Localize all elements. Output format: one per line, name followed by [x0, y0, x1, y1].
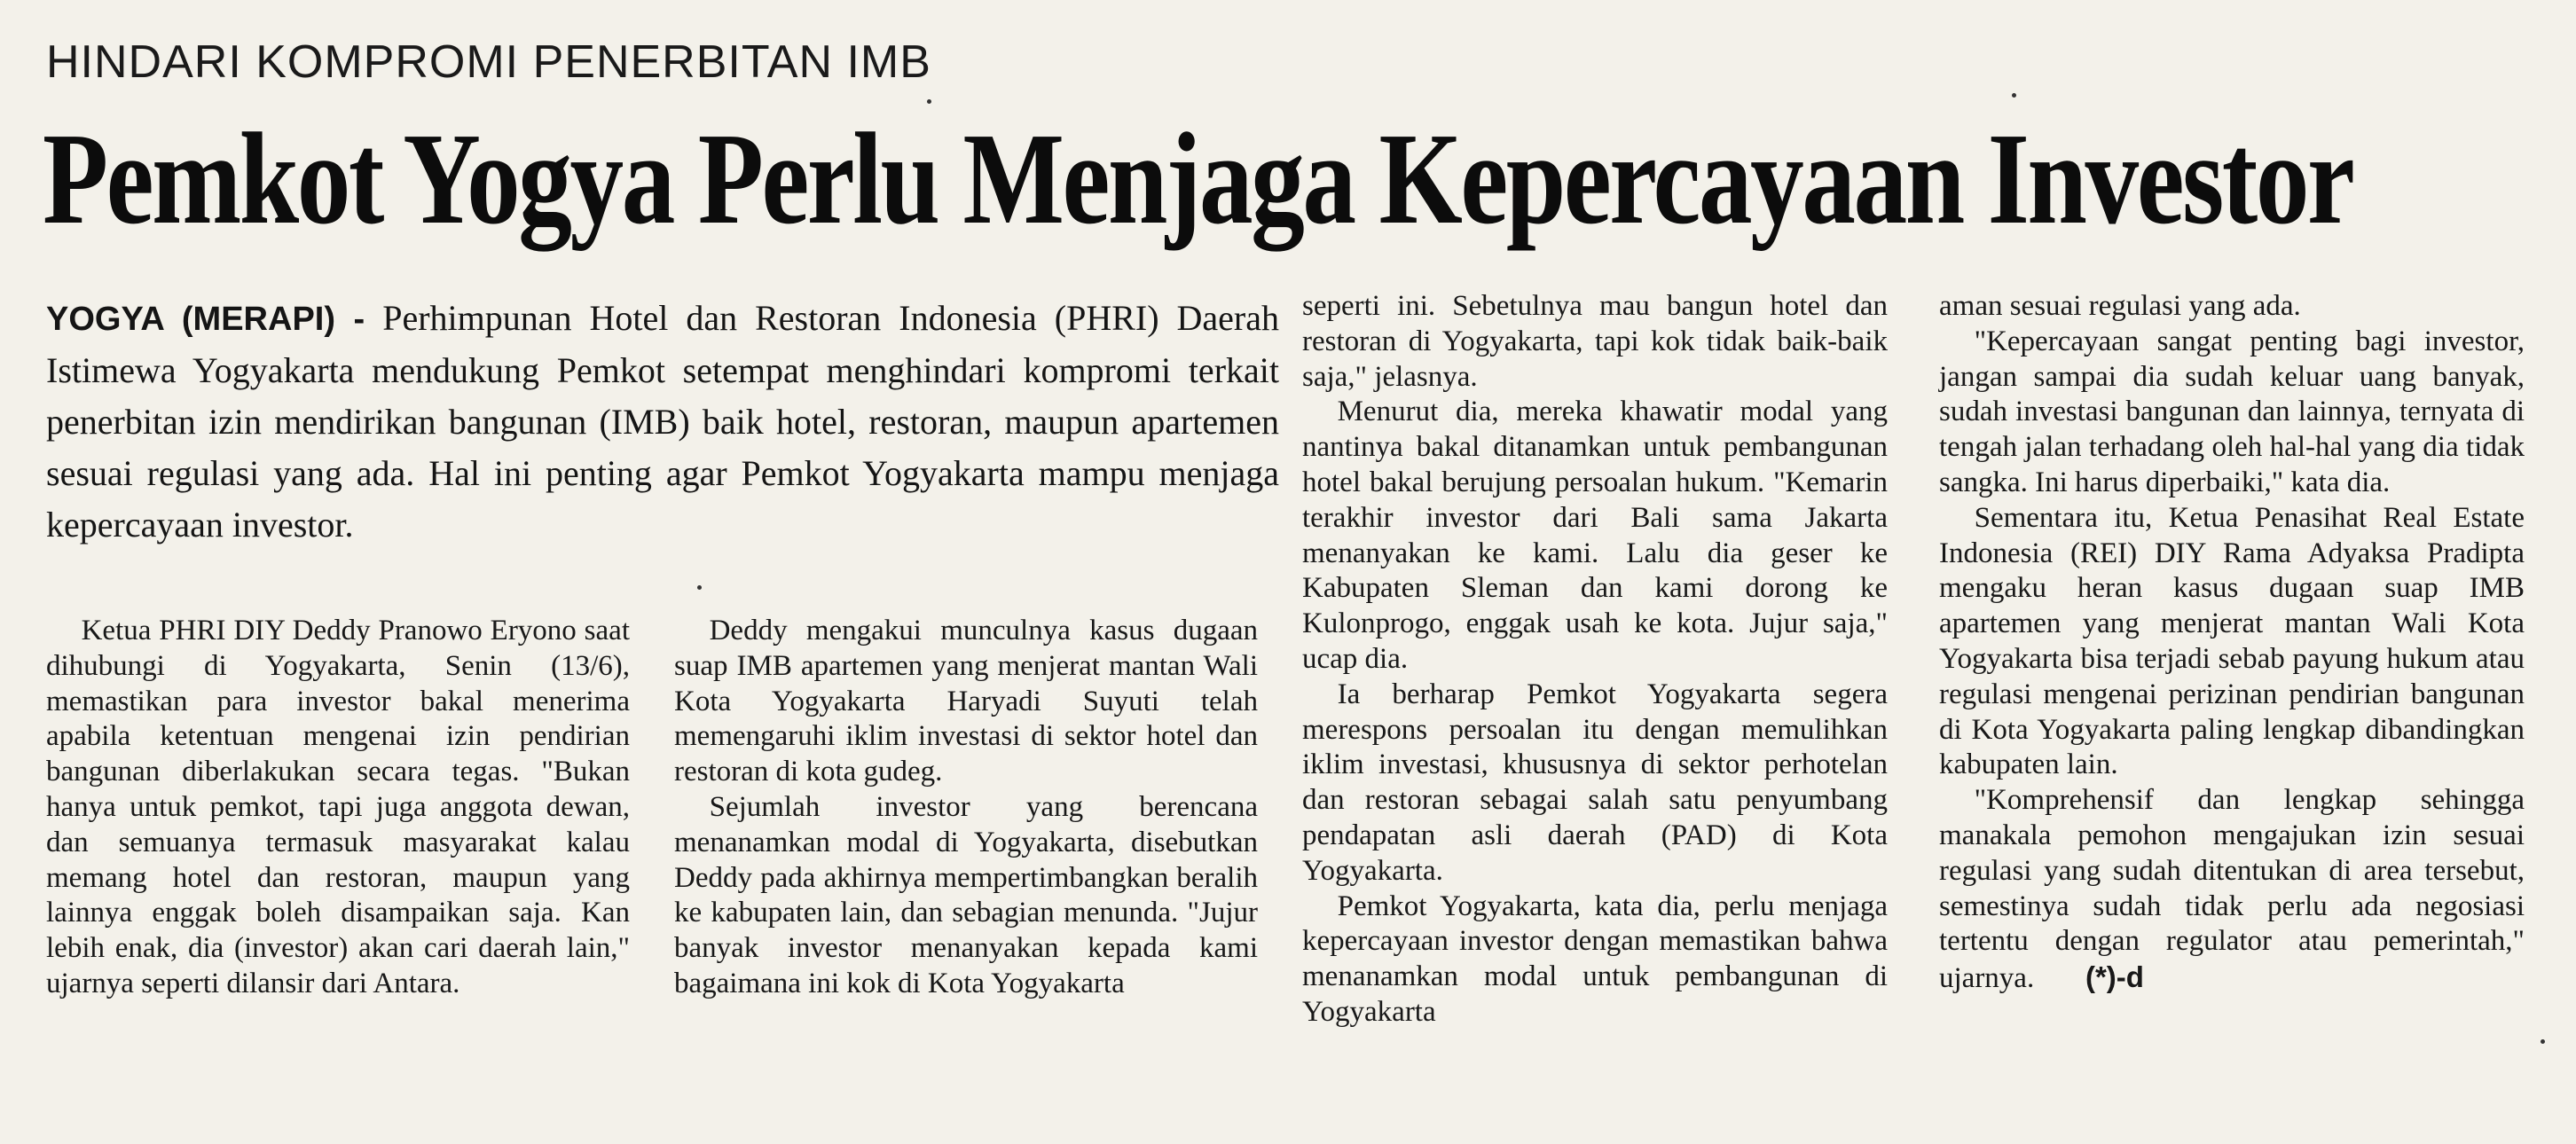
closing-quote-text: "Komprehensif dan lengkap sehingga manakala pemohon mengajukan izin sesuai regulasi yang sudah ditentukan di area tersebut, semestinya sudah tidak perlu ada negosiasi tertentu dengan regulator atau pemerintah," ujarnya. [1939, 784, 2525, 995]
column-paragraph: seperti ini. Sebetulnya mau bangun hotel dan restoran di Yogyakarta, tapi kok tidak baik-baik saja," jelasnya. [1302, 290, 1888, 393]
article-column-3 [1302, 289, 1888, 1030]
print-speck [2541, 1039, 2545, 1044]
article-column-4 [1939, 289, 2525, 997]
column-paragraph: Sejumlah investor yang berencana menanamkan modal di Yogyakarta, disebutkan Deddy pada akhirnya mempertimbangkan beralih ke kabupaten lain, dan sebagian menunda. "Jujur banyak investor menanyakan kepada kami bagaimana ini kok di Kota Yogyakarta [674, 790, 1258, 999]
print-speck [927, 99, 931, 104]
column-paragraph: Ketua PHRI DIY Deddy Pranowo Eryono saat dihubungi di Yogyakarta, Senin (13/6), memastikan para investor bakal menerima apabila ketentuan mengenai izin pendirian bangunan diberlakukan secara tegas. "Bukan hanya untuk pemkot, tapi juga anggota dewan, dan semuanya termasuk masyarakat kalau memang hotel dan restoran, maupun yang lainnya enggak boleh disampaikan saja. Kan lebih enak, dia (investor) akan cari daerah lain," ujarnya seperti dilansir dari Antara. [46, 615, 630, 999]
column-paragraph: "Kepercayaan sangat penting bagi investor, jangan sampai dia sudah keluar uang banyak, sudah investasi bangunan dan lainnya, ternyata di tengah jalan terhadang oleh hal-hal yang dia tidak sangka. Ini harus diperbaiki," kata dia. [1939, 325, 2525, 498]
main-headline: Pemkot Yogya Perlu Menjaga Kepercayaan Investor [43, 106, 2353, 252]
column-paragraph: aman sesuai regulasi yang ada. [1939, 290, 2301, 322]
column-paragraph: Ia berharap Pemkot Yogyakarta segera merespons persoalan itu dengan memulihkan iklim investasi, khususnya di sektor perhotelan dan restoran sebagai salah satu penyumbang pendapatan asli daerah (PAD) di Kota Yogyakarta. [1302, 678, 1888, 887]
article-column-2 [674, 614, 1258, 1002]
print-speck [2012, 93, 2016, 98]
column-paragraph: Pemkot Yogyakarta, kata dia, perlu menjaga kepercayaan investor dengan memastikan bahwa menanamkan modal untuk pembangunan di Yogyakarta [1302, 889, 1888, 1028]
dateline: YOGYA (MERAPI) - [46, 301, 365, 338]
column-paragraph: Sementara itu, Ketua Penasihat Real Estate Indonesia (REI) DIY Rama Adyaksa Pradipta mengaku heran kasus dugaan suap IMB apartemen yang menjerat mantan Wali Kota Yogyakarta bisa terjadi sebab payung hukum atau regulasi mengenai perizinan pendirian bangunan di Kota Yogyakarta paling lengkap dibandingkan kabupaten lain. [1939, 501, 2525, 781]
lede-paragraph [46, 293, 1279, 551]
column-paragraph: Menurut dia, mereka khawatir modal yang nantinya bakal ditanamkan untuk pembangunan hotel bakal berujung persoalan hukum. "Kemarin terakhir investor dari Bali sama Jakarta menanyakan ke kami. Lalu dia geser ke Kabupaten Sleman dan kami dorong ke Kulonprogo, enggak usah ke kota. Jujur saja," ucap dia. [1302, 396, 1888, 675]
print-speck [697, 585, 702, 590]
lede-text: Perhimpunan Hotel dan Restoran Indonesia (PHRI) Daerah Istimewa Yogyakarta mendukung Pemkot setempat menghindari kompromi terkait penerbitan izin mendirikan bangunan (IMB) baik hotel, restoran, maupun apartemen sesuai regulasi yang ada. Hal ini penting agar Pemkot Yogyakarta mampu menjaga kepercayaan investor. [46, 298, 1280, 545]
article-column-1 [46, 614, 630, 1002]
kicker-headline: HINDARI KOMPROMI PENERBITAN IMB [46, 36, 931, 88]
author-signoff: (*)-d [2085, 960, 2144, 994]
column-paragraph: Deddy mengakui munculnya kasus dugaan suap IMB apartemen yang menjerat mantan Wali Kota Yogyakarta Haryadi Suyuti telah memengaruhi iklim investasi di sektor hotel dan restoran di kota gudeg. [674, 615, 1258, 788]
column-paragraph [1939, 783, 2525, 997]
